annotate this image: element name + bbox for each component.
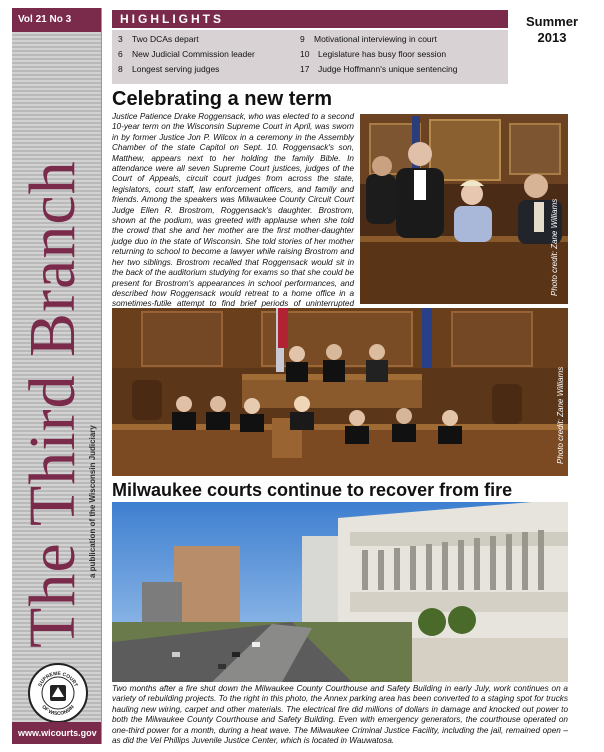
seal-text-top: SUPREME COURT [37,670,79,688]
highlights-box [112,30,508,84]
issue-season [512,14,592,46]
website-link[interactable]: www.wicourts.gov [12,722,101,744]
seal-text-bottom: OF WISCONSIN [40,704,76,718]
season-label: Summer [525,14,579,29]
highlight-text: Legislature has busy floor session [318,49,447,59]
highlight-item[interactable] [118,49,255,59]
year-label: 2013 [537,30,567,45]
supreme-court-seal-icon [28,663,88,723]
masthead-title: The Third Branch [16,160,89,648]
seal-graphic [30,665,86,721]
masthead-band [12,8,102,744]
highlight-item[interactable] [300,64,457,74]
article1-headline: Celebrating a new term [112,88,333,110]
supreme-court-bench-photo [112,308,568,476]
swearing-in-graphic [360,114,568,304]
article2-caption: Two months after a fire shut down the Milwaukee County Courthouse and Safety Building in early July, work continues on a variety of rebuilding projects. To the right in this photo, the Annex parking area has been converted to a staging spot for trucks hauling new wiring, carpet and other materials. The electrical fire did millions of dollars in damage and knocked out power to both the Milwaukee County Courthouse and Safety Building. Even with emergency generators, the courthouse operated on one-third power for a month, during a heat wave. The Milwaukee Criminal Justice Facility, including the jail, remained open – as did the Vel Phillips Juvenile Justice Center, which is located in Wauwatosa. [112,684,568,746]
highlight-page: 6 [118,49,123,59]
article2-headline: Milwaukee courts continue to recover from fire [112,480,513,500]
svg-text:OF WISCONSIN [40,704,76,717]
highlight-text: Motivational interviewing in court [314,34,437,44]
highlight-page: 3 [118,34,123,44]
volume-label: Vol 21 No 3 [12,8,101,32]
masthead-subtitle: a publication of the Wisconsin Judiciary [88,425,97,578]
highlight-page: 10 [300,49,310,59]
photo-credit: Photo credit: Zane Williams [550,198,559,296]
highlight-item[interactable] [118,34,199,44]
highlight-item[interactable] [300,49,446,59]
milwaukee-courthouse-photo [112,502,568,682]
highlight-page: 8 [118,64,123,74]
highlight-text: New Judicial Commission leader [132,49,255,59]
highlight-text: Longest serving judges [132,64,220,74]
bench-graphic [112,308,568,476]
highlight-item[interactable] [300,34,437,44]
photo-credit: Photo credit: Zane Williams [556,366,565,464]
article1-body: Justice Patience Drake Roggensack, who was elected to a second 10-year term on the Wisconsin Supreme Court in April, was sworn in by former Justice Jon P. Wilcox in a ceremony in the Assembly Chamber of the state Capitol on Sept. 10. Roggensack's son, Matthew, appears next to her holding the family Bible. In attendance were all seven Supreme Court justices, judges of the Court of Appeals, circuit court judges from across the state, legislators, court staff, law enforcement officers, and family and friends. Among the speakers was Milwaukee County Circuit Court Judge Ellen R. Brostrom, Roggensack's daughter. Brostrom, shown at the podium, was greeted with applause when she told the crowd that she and her mother are the first mother-daughter judge duo in the state of Wisconsin. She told stories of her mother returning to school to become a lawyer while raising Brostrom and her two siblings. Brostrom recalled that Roggensack would sit in the back of the auditorium studying for exams so that she could be present for Brostrom's appearances in school performances, and described how Roggensack would retreat to a home office in a sometimes-futile attempt to find brief periods of uninterrupted [112,112,354,309]
highlight-text: Judge Hoffmann's unique sentencing [318,64,458,74]
highlight-page: 9 [300,34,305,44]
highlight-item[interactable] [118,64,219,74]
swearing-in-photo [360,114,568,304]
highlight-page: 17 [300,64,310,74]
highlight-text: Two DCAs depart [132,34,199,44]
courthouse-graphic [112,502,568,682]
highlights-heading: HIGHLIGHTS [112,10,508,28]
